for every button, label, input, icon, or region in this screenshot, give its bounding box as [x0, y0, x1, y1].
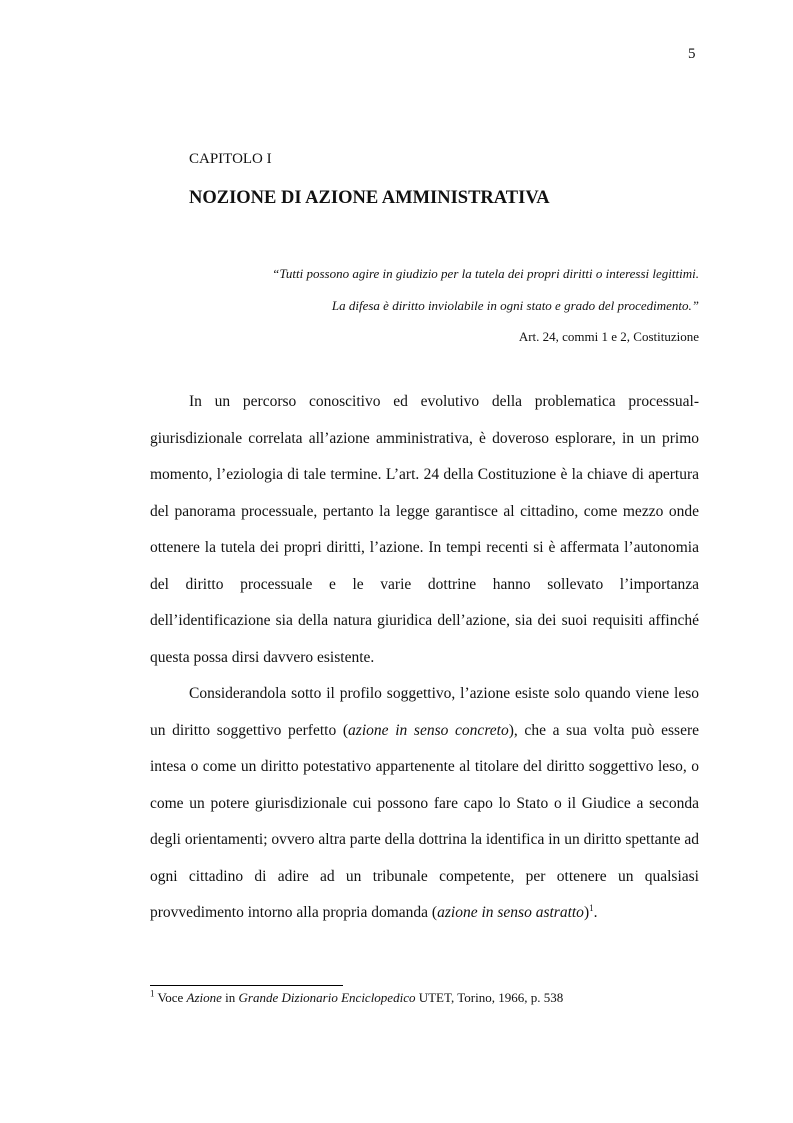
footnote-reference[interactable]: 1 [589, 902, 594, 913]
footnote-separator [150, 985, 343, 986]
footnote-mid: in [221, 990, 239, 1005]
footnote [150, 990, 699, 1006]
paragraph-1: In un percorso conoscitivo ed evolutivo della problematica processual-giurisdizionale correlata all’azione amministrativa, è doveroso esplorare, in un primo momento, l’eziologia di tale termine. L’art. 24 della Costituzione è la chiave di apertura del panorama processuale, pertanto la legge garantisce al cittadino, come mezzo onde ottenere la tutela dei propri diritti, l’azione. In tempi recenti si è affermata l’autonomia del diritto processuale e le varie dottrine hanno sollevato l’importanza dell’identificazione sia della natura giuridica dell’azione, sia dei suoi requisiti affinché questa possa dirsi davvero esistente. [150, 393, 699, 666]
footnote-emphasis-1: Azione [186, 990, 222, 1005]
page-number: 5 [688, 46, 696, 62]
footnote-marker: 1 [150, 988, 155, 999]
footnote-emphasis-2: Grande Dizionario Enciclopedico [238, 990, 416, 1005]
chapter-title: NOZIONE DI AZIONE AMMINISTRATIVA [189, 188, 550, 208]
epigraph-line-1: “Tutti possono agire in giudizio per la tutela dei propri diritti o interessi legittimi. [272, 266, 699, 281]
epigraph-source: Art. 24, commi 1 e 2, Costituzione [518, 329, 699, 344]
paragraph-2-text-a: Considerandola sotto il profilo soggettivo, l’azione esiste solo quando viene leso un diritto soggettivo perfetto ( [150, 685, 699, 739]
footnote-suffix: UTET, Torino, 1966, p. 538 [415, 990, 564, 1005]
body-text [150, 384, 699, 932]
paragraph-2-end: . [593, 904, 598, 921]
paragraph-2 [150, 676, 699, 932]
paragraph-2-emphasis-2: azione in senso astratto [437, 904, 584, 921]
paragraph-2-emphasis-1: azione in senso concreto [348, 721, 509, 739]
chapter-label: CAPITOLO I [189, 151, 272, 167]
epigraph-line-2: La difesa è diritto inviolabile in ogni stato e grado del procedimento.” [331, 298, 699, 313]
paragraph-2-text-b: ), che a sua volta può essere intesa o come un diritto potestativo appartenente al titolare del diritto soggettivo leso, o come un potere giurisdizionale cui possono fare capo lo Stato o il Giudice a seconda degli orientamenti; ovvero altra parte della dottrina la identifica in un diritto spettante ad ogni cittadino di adire ad un tribunale competente, per ottenere un qualsiasi provvedimento intorno alla propria domanda ( [150, 721, 699, 921]
footnote-prefix: Voce [154, 990, 187, 1005]
paragraph-2-text-c: ) [583, 904, 590, 921]
